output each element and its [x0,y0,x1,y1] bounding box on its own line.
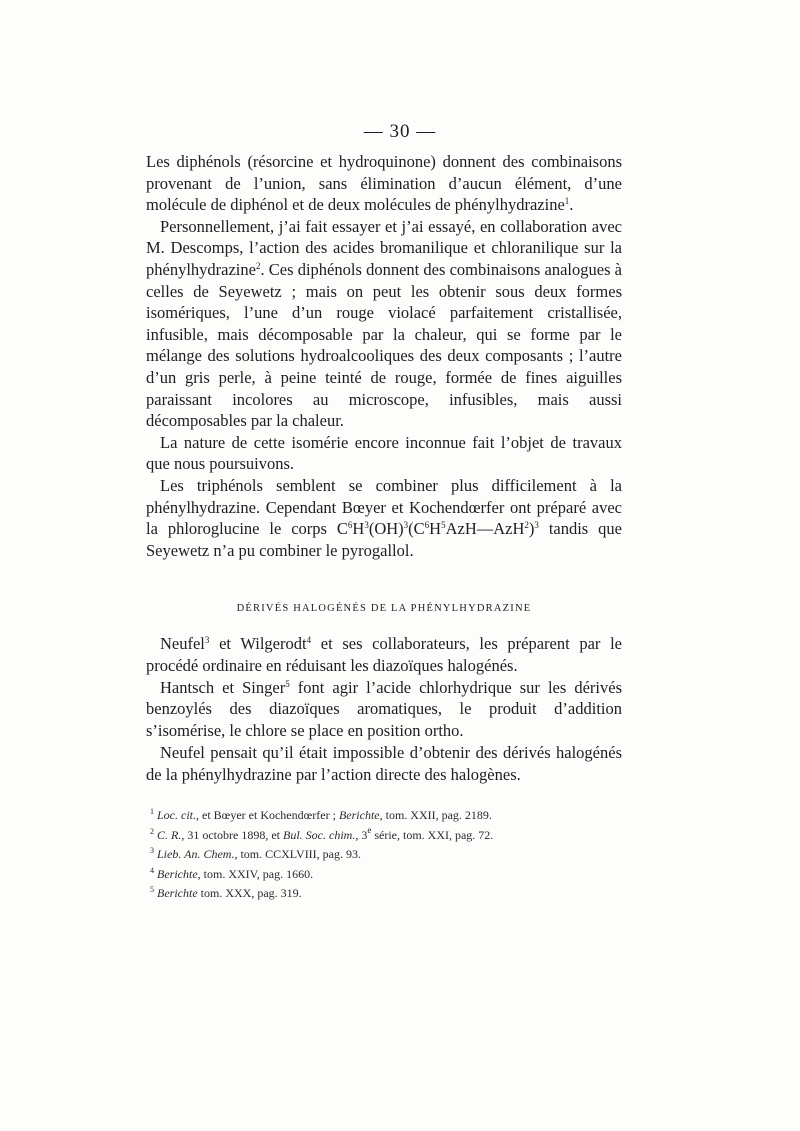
footnote-ref[interactable]: 4 [306,635,312,645]
citation-text: , 3 [355,827,368,842]
footnote-ref[interactable]: 2 [255,260,261,271]
formula-text: ) [528,519,535,539]
formula-text: (OH) [368,519,404,539]
section-heading: DÉRIVÉS HALOGÉNÉS DE LA PHÉNYLHYDRAZINE [236,603,532,614]
paragraph-text: et ses collaborateurs, les préparent par le procédé ordinaire en réduisant les diazoïques halogénés. [146,634,623,675]
formula-superscript: 3 [403,520,409,531]
footnote-ref[interactable]: 1 [564,196,570,207]
footnote [150,826,620,846]
citation-text: , tom. XXIV, pag. 1660. [197,866,314,881]
paragraph-text: font agir l’acide chlorhydrique sur les dérivés benzoylés des diazoïques aromatiques, le produit d’addition s’isomérise, le chlore se place en position ortho. [146,677,623,741]
formula-text: H [429,519,442,539]
citation-title: Bul. Soc. chim. [283,827,356,842]
citation-title: Berichte [338,808,380,822]
formula-superscript: 2 [524,520,529,531]
citation-text: tom. XXX, pag. 319. [197,886,302,901]
footnote-ref[interactable]: 3 [204,635,210,645]
paragraph-text: Personnellement, j’ai fait essayer et j’ai essayé, en collaboration avec M. Descomps, l’action des acides bromanilique et chloranilique sur la phénylhydrazine [146,216,622,279]
paragraph-with-formula [146,475,622,561]
footnote [150,865,620,885]
formula-superscript: 3 [534,520,539,531]
formula-superscript: 5 [441,520,446,531]
formula-superscript: 6 [424,520,430,531]
footnote-mark: 2 [150,826,154,836]
footnote-mark: 1 [150,807,154,816]
paragraph-text: . Ces diphénols donnent des combinaisons analogues à celles de Seyewetz ; mais on peut les obtenir sous deux formes isomériques, l’une d’un rouge violacé parfaitement cristallisée, infusible, mais décomposable par la chaleur, qui se forme par le mélange des solutions hydroalcooliques des deux composants ; l’autre d’un gris perle, à peine teinté de rouge, formée de fines aiguilles paraissant incolores au microscope, infusibles, mais aussi décomposables par la chaleur. [146,259,622,431]
citation-title: Berichte [157,866,198,881]
citation-title: Loc. cit. [157,808,196,822]
paragraph-text: Les diphénols (résorcine et hydroquinone) donnent des combinaisons provenant de l’union, sans élimination d’aucun élément, d’une molécule de diphénol et de deux molécules de phénylhydrazine [146,152,622,215]
paragraph-text: Les triphénols semblent se combiner plus difficilement à la phénylhydrazine. Cependant Bœyer et Kochendœrfer ont préparé avec la phloroglucine le corps C [146,475,622,539]
paragraph-text: et Wilgerodt [209,634,307,653]
paragraph-text: . [569,195,574,215]
body-text-top [146,151,622,561]
footnote-mark: 3 [150,846,154,856]
citation-text: , tom. CCXLVIII, pag. 93. [234,847,362,862]
page-number: — 30 — [363,121,437,142]
ordinal-superscript: e [367,824,372,835]
formula-text: (C [408,519,425,539]
paragraph [146,151,622,216]
paragraph [146,633,622,677]
paragraph-text: tandis que Seyewetz n’a pu combiner le pyrogallol. [146,519,622,560]
citation-text: , 31 octobre 1898, et [181,827,283,842]
footnote-mark: 5 [150,885,154,895]
citation-text: , et Bœyer et Kochendœrfer ; [196,808,339,822]
formula-superscript: 3 [364,520,369,531]
citation-text: , tom. XXII, pag. 2189. [379,808,492,822]
citation-text: série, tom. XXI, pag. 72. [371,827,494,842]
paragraph [146,216,622,432]
formula-superscript: 6 [347,520,353,531]
footnote-ref[interactable]: 5 [285,678,290,689]
body-text-bottom [146,633,622,786]
footnotes [150,806,620,904]
paragraph [146,742,622,786]
footnote [150,884,620,904]
paragraph-text: Neufel pensait qu’il était impossible d’obtenir des dérivés halogénés de la phénylhydrazine par l’action directe des halogènes. [146,742,622,784]
formula-text: H [352,519,365,539]
footnote-mark: 4 [150,865,154,875]
footnote [150,806,620,826]
paragraph [146,432,622,475]
citation-title: Berichte [157,886,198,901]
footnote [150,845,620,865]
formula-text: AzH—AzH [445,519,525,539]
citation-title: Lieb. An. Chem. [157,847,235,862]
paragraph-text: Hantsch et Singer [160,677,286,697]
paragraph-text: Neufel [160,634,205,653]
paragraph [146,677,622,742]
citation-title: C. R. [157,827,182,842]
paragraph-text: La nature de cette isomérie encore inconnue fait l’objet de travaux que nous poursuivons. [146,432,622,474]
